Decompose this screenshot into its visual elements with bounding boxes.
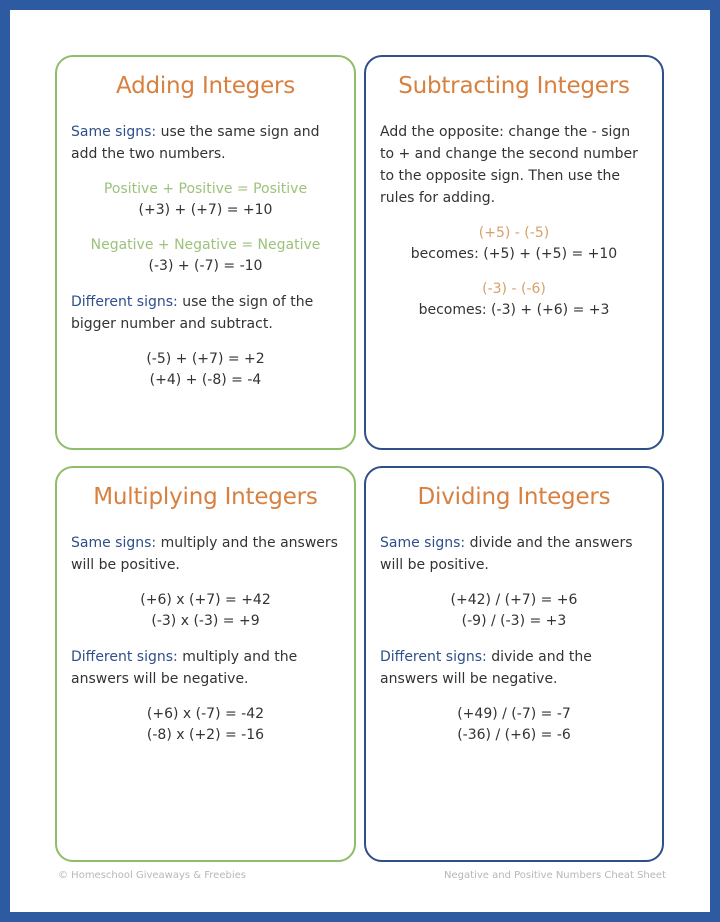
multiplying-different-examples [71, 704, 340, 746]
multiplying-different-signs-rule [71, 646, 340, 690]
adding-different-signs-rule [71, 291, 340, 335]
adding-positive-example: (+3) + (+7) = +10 [138, 202, 273, 218]
dividing-different-example-2: (-36) / (+6) = -6 [457, 727, 571, 743]
subtracting-rule: Add the opposite: change the - sign to + and change the second number to the opposite sign. Then use the rules for adding. [380, 124, 638, 206]
multiplying-same-examples [71, 590, 340, 632]
multiplying-different-signs-term: Different signs: [71, 649, 178, 665]
adding-same-signs-term: Same signs: [71, 124, 157, 140]
adding-same-signs-text: use the same sign and add the two numbers. [71, 124, 320, 162]
cheat-sheet-page [10, 10, 710, 912]
subtracting-example-1-result: becomes: (+5) + (+5) = +10 [410, 246, 618, 262]
copyright-footer: © Homeschool Giveaways & Freebies [58, 870, 246, 881]
subtracting-example-1-problem: (+5) - (-5) [478, 225, 550, 241]
sheet-title-footer: Negative and Positive Numbers Cheat Sheet [444, 870, 666, 881]
adding-positive-rule: Positive + Positive = Positive [103, 181, 308, 197]
multiplying-title: Multiplying Integers [93, 484, 318, 510]
dividing-same-examples [380, 590, 648, 632]
adding-different-signs-text: use the sign of the bigger number and subtract. [71, 294, 314, 332]
multiplying-different-example-1: (+6) x (-7) = -42 [146, 706, 265, 722]
dividing-title: Dividing Integers [417, 484, 611, 510]
multiplying-same-example-1: (+6) x (+7) = +42 [140, 592, 271, 608]
dividing-same-signs-rule [380, 532, 648, 576]
dividing-same-signs-term: Same signs: [380, 535, 466, 551]
subtracting-example-2-problem: (-3) - (-6) [482, 281, 546, 297]
adding-different-signs-term: Different signs: [71, 294, 178, 310]
subtracting-example-2-result: becomes: (-3) + (+6) = +3 [418, 302, 610, 318]
adding-negative-block [71, 235, 340, 277]
multiplying-different-example-2: (-8) x (+2) = -16 [146, 727, 265, 743]
multiplying-same-signs-rule [71, 532, 340, 576]
adding-negative-example: (-3) + (-7) = -10 [148, 258, 263, 274]
dividing-same-example-2: (-9) / (-3) = +3 [461, 613, 567, 629]
subtracting-title: Subtracting Integers [398, 73, 630, 99]
multiplying-same-signs-text: multiply and the answers will be positive. [71, 535, 338, 573]
adding-positive-block [71, 179, 340, 221]
dividing-different-signs-term: Different signs: [380, 649, 487, 665]
multiplying-same-signs-term: Same signs: [71, 535, 157, 551]
subtracting-example-1 [380, 223, 648, 265]
dividing-different-examples [380, 704, 648, 746]
multiplying-integers-card [55, 466, 356, 862]
dividing-different-signs-rule [380, 646, 648, 690]
adding-different-examples [71, 349, 340, 391]
dividing-different-signs-text: divide and the answers will be negative. [380, 649, 592, 687]
multiplying-different-signs-text: multiply and the answers will be negative. [71, 649, 298, 687]
multiplying-same-example-2: (-3) x (-3) = +9 [151, 613, 260, 629]
dividing-integers-card [364, 466, 664, 862]
adding-same-signs-rule [71, 121, 340, 165]
dividing-same-example-1: (+42) / (+7) = +6 [450, 592, 578, 608]
adding-title: Adding Integers [115, 73, 296, 99]
dividing-same-signs-text: divide and the answers will be positive. [380, 535, 633, 573]
adding-different-example-1: (-5) + (+7) = +2 [146, 351, 265, 367]
dividing-different-example-1: (+49) / (-7) = -7 [457, 706, 571, 722]
adding-negative-rule: Negative + Negative = Negative [90, 237, 321, 253]
subtracting-example-2 [380, 279, 648, 321]
subtracting-integers-card [364, 55, 664, 450]
adding-different-example-2: (+4) + (-8) = -4 [149, 372, 262, 388]
adding-integers-card [55, 55, 356, 450]
